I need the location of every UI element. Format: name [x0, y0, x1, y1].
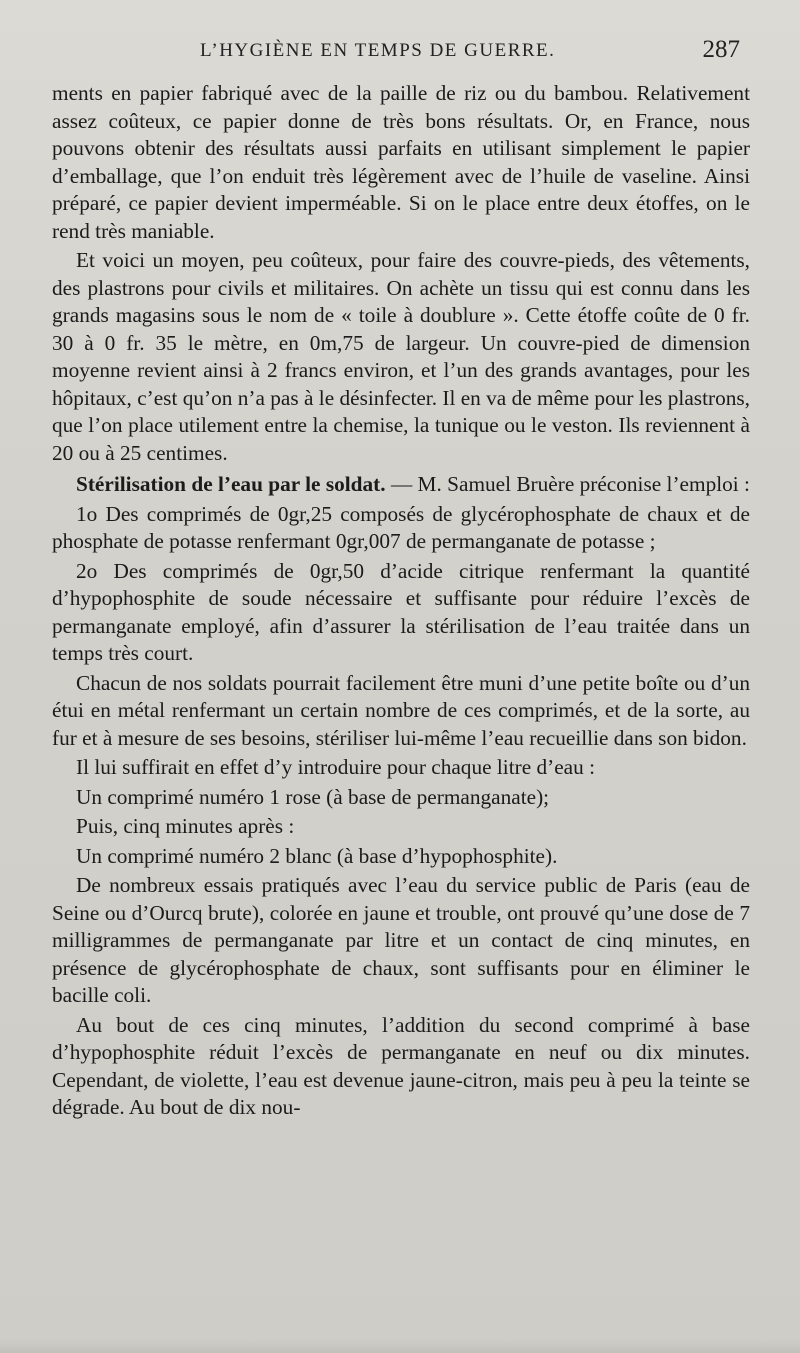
paragraph: De nombreux essais pratiqués avec l’eau du service public de Paris (eau de Seine ou d’Ourcq brute), colorée en jaune et trouble, ont prouvé qu’une dose de 7 milligrammes de permanganate par litre et un contact de cinq minutes, en présence de glycérophosphate de chaux, sont suffisants pour en éliminer le bacille coli. [52, 873, 750, 1007]
page-number: 287 [702, 36, 740, 63]
page-header [50, 34, 750, 70]
section-title: Stérilisation de l’eau par le soldat. [76, 472, 386, 496]
section-lead: — M. Samuel Bruère préconise l’emploi : [390, 472, 750, 496]
page-bottom-edge [0, 1339, 800, 1353]
running-title: L’HYGIÈNE EN TEMPS DE GUERRE. [200, 40, 556, 61]
paragraph: Il lui suffirait en effet d’y introduire pour chaque litre d’eau : [76, 755, 596, 779]
list-item: 2o Des comprimés de 0gr,50 d’acide citrique renfermant la quantité d’hypophosphite de soude nécessaire et suffisante pour réduire l’excès de permanganate employé, afin d’assurer la stérilisation de l’eau traitée dans un temps très court. [52, 558, 750, 665]
paragraph: Et voici un moyen, peu coûteux, pour faire des couvre-pieds, des vêtements, des plastrons pour civils et militaires. On achète un tissu qui est connu dans les grands magasins sous le nom de « toile à doublure ». Cette étoffe coûte de 0 fr. 30 à 0 fr. 35 le mètre, en 0m,75 de largeur. Un couvre-pied de dimension moyenne revient ainsi à 2 francs environ, et l’un des grands avantages, pour les hôpitaux, c’est qu’on n’a pas à le désinfecter. Il en va de même pour les plastrons, que l’on place utilement entre la chemise, la tunique ou le veston. Ils reviennent à 20 ou à 25 centimes. [52, 248, 750, 465]
paragraph: Un comprimé numéro 2 blanc (à base d’hypophosphite). [76, 843, 558, 868]
paragraph: ments en papier fabriqué avec de la paille de riz ou du bambou. Relativement assez coûteux, ce papier donne de très bons résultats. Or, en France, nous pouvons obtenir des résultats aussi parfaits en utilisant simplement le papier d’emballage, que l’on enduit très légèrement avec de l’huile de vaseline. Ainsi préparé, ce papier devient imperméable. Si on le place entre deux étoffes, on le rend très maniable. [52, 81, 750, 243]
paragraph: Un comprimé numéro 1 rose (à base de permanganate); [76, 784, 550, 809]
section-paragraph [52, 471, 750, 499]
list-item: 1o Des comprimés de 0gr,25 composés de glycérophosphate de chaux et de phosphate de potasse renfermant 0gr,007 de permanganate de potasse ; [52, 501, 750, 553]
paragraph: Chacun de nos soldats pourrait facilement être muni d’une petite boîte ou d’un étui en métal renfermant un certain nombre de ces comprimés, et de la sorte, au fur et à mesure de ses besoins, stériliser lui-même l’eau recueillie dans son bidon. [52, 670, 750, 750]
paragraph: Puis, cinq minutes après : [76, 814, 295, 838]
page-body [52, 80, 750, 1124]
paragraph: Au bout de ces cinq minutes, l’addition du second comprimé à base d’hypophosphite réduit l’excès de permanganate en neuf ou dix minutes. Cependant, de violette, l’eau est devenue jaune-citron, mais peu à peu la teinte se dégrade. Au bout de dix nou- [52, 1012, 750, 1119]
